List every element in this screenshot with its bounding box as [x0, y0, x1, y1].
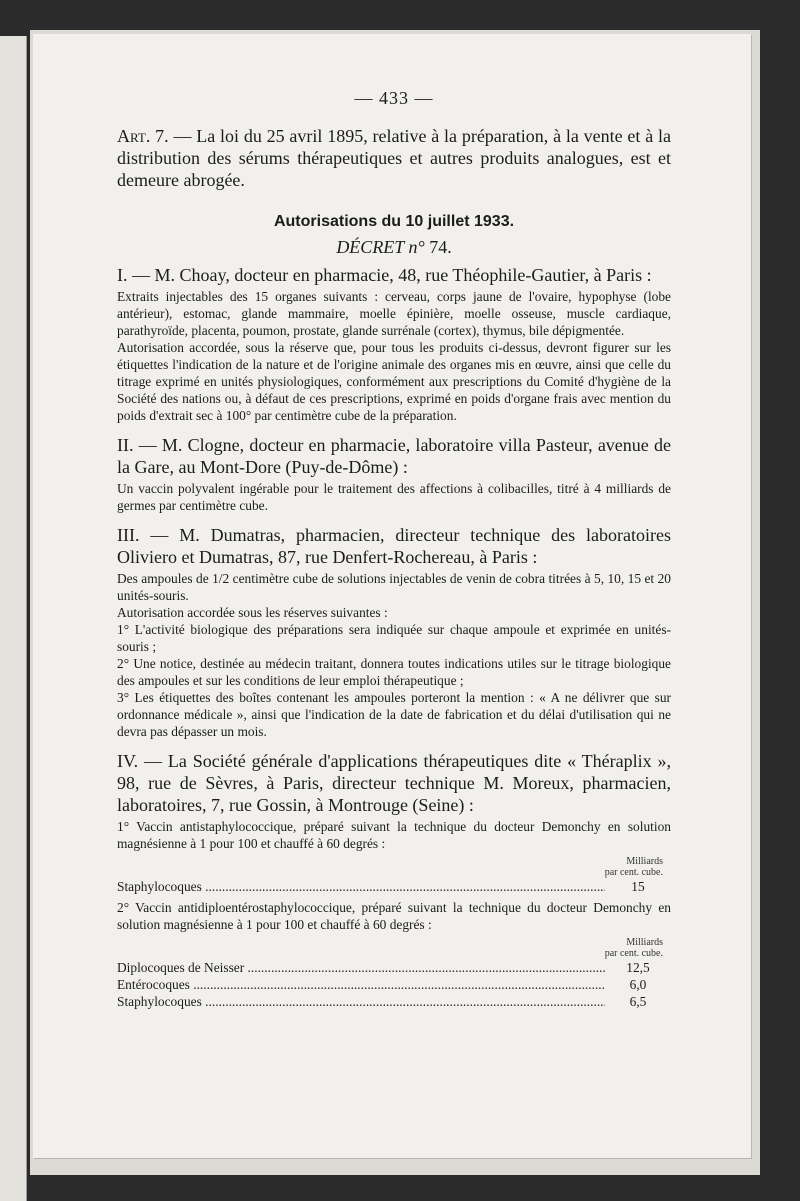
- entry-paragraph: Des ampoules de 1/2 centimètre cube de solutions injectables de venin de cobra titrées à 5, 10, 15 et 20 unités-souris.: [117, 571, 671, 603]
- unit-label: [117, 856, 671, 878]
- table-row: [117, 993, 671, 1010]
- page-content: [117, 88, 671, 1010]
- facing-page-edge: [0, 36, 27, 1201]
- unit-label-line: Milliards: [626, 937, 663, 948]
- entry-paragraph: Extraits injectables des 15 organes suivants : cerveau, corps jaune de l'ovaire, hypophyse (lobe antérieur), estomac, glande mammaire, moelle épinière, moelle osseuse, muscle cardiaque, parathyroïde, placenta, poumon, prostate, glande surrénale (cortex), thymus, bile dépigmentée.: [117, 289, 671, 338]
- entry-paragraph: 1° L'activité biologique des préparations sera indiquée sur chaque ampoule et exprimée en unités-souris ;: [117, 622, 671, 654]
- organism-value: 6,5: [629, 994, 647, 1009]
- decree-title: [117, 237, 671, 258]
- article-7: [117, 125, 671, 191]
- unit-label-line: Milliards: [626, 856, 663, 867]
- organism-name: Staphylocoques .....: [117, 993, 605, 1010]
- decree-number: 74.: [429, 237, 452, 257]
- vaccine-2-paragraph: 2° Vaccin antidiploentérostaphylococcique, préparé suivant la technique du docteur Demonchy en solution magnésienne à 1 pour 100 et chauffé à 60 degrés :: [117, 900, 671, 932]
- organism-value: 6,0: [629, 977, 647, 992]
- page-number: — 433 —: [354, 88, 434, 108]
- unit-label: [117, 937, 671, 959]
- entry-body: [117, 288, 671, 424]
- decree-label: DÉCRET n°: [336, 237, 425, 257]
- organism-name: Entérocoques .....: [117, 976, 605, 993]
- table-row: [117, 959, 671, 976]
- article-7-label: Art. 7.: [117, 126, 169, 146]
- section-heading: Autorisations du 10 juillet 1933.: [273, 213, 515, 230]
- entry-paragraph: Autorisation accordée, sous la réserve que, pour tous les produits ci-dessus, devront figurer sur les étiquettes l'indication de la nature et de l'origine animale des organes mis en œuvre, ainsi que celle du titrage exprimé en unités physiologiques, conformément aux prescriptions du Comité d'hygiène de la Société des nations ou, à défaut de ces prescriptions, exprimé en poids d'organe frais avec mention du poids d'extrait sec à 100° par centimètre cube de la préparation.: [117, 340, 671, 423]
- entry-header: I. — M. Choay, docteur en pharmacie, 48, rue Théophile-Gautier, à Paris :: [117, 265, 652, 285]
- dosage-table-1: [117, 856, 671, 895]
- entry-paragraph: 1° Vaccin antistaphylococcique, préparé suivant la technique du docteur Demonchy en solution magnésienne à 1 pour 100 et chauffé à 60 degrés :: [117, 819, 671, 851]
- table-row: [117, 976, 671, 993]
- article-7-text: — La loi du 25 avril 1895, relative à la préparation, à la vente et à la distribution des sérums thérapeutiques et autres produits analogues, est et demeure abrogée.: [117, 126, 671, 190]
- organism-name: Diplocoques de Neisser .....: [117, 959, 605, 976]
- dosage-table-2: [117, 937, 671, 1010]
- document-page: [33, 34, 751, 1158]
- organism-value: 12,5: [626, 960, 650, 975]
- entry-paragraph: 3° Les étiquettes des boîtes contenant les ampoules porteront la mention : « A ne délivrer que sur ordonnance médicale », ainsi que l'indication de la date de fabrication et du délai d'utilisation qui ne devra pas dépasser un mois.: [117, 690, 671, 739]
- table-row: [117, 878, 671, 895]
- entry-header: IV. — La Société générale d'applications thérapeutiques dite « Théraplix », 98, rue de Sèvres, à Paris, directeur technique M. Moreux, pharmacien, laboratoires, 7, rue Gossin, à Montrouge (Seine) :: [117, 751, 671, 815]
- entry-paragraph: Autorisation accordée sous les réserves suivantes :: [117, 605, 388, 620]
- organism-name: Staphylocoques .....: [117, 878, 605, 895]
- entry-body: [117, 480, 671, 514]
- entry-paragraph: Un vaccin polyvalent ingérable pour le traitement des affections à colibacilles, titré à 4 milliards de germes par centimètre cube.: [117, 481, 671, 513]
- entry-header: II. — M. Clogne, docteur en pharmacie, laboratoire villa Pasteur, avenue de la Gare, au Mont-Dore (Puy-de-Dôme) :: [117, 435, 671, 477]
- entry-paragraph: 2° Une notice, destinée au médecin traitant, donnera toutes indications utiles sur le titrage biologique des ampoules et sur les conditions de leur emploi thérapeutique ;: [117, 656, 671, 688]
- unit-label-line: par cent. cube.: [604, 867, 663, 878]
- entry-body: [117, 818, 671, 852]
- entry-body: [117, 570, 671, 740]
- entry-header: III. — M. Dumatras, pharmacien, directeur technique des laboratoires Oliviero et Dumatras, 87, rue Denfert-Rochereau, à Paris :: [117, 525, 671, 567]
- organism-value: 15: [631, 879, 645, 894]
- unit-label-line: par cent. cube.: [604, 948, 663, 959]
